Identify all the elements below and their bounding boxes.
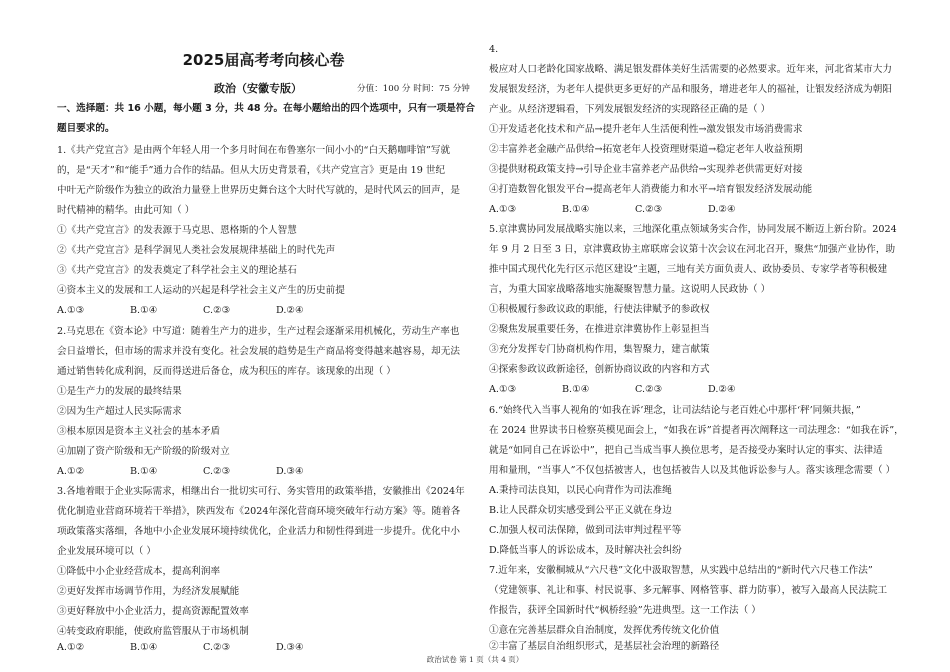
q3-stem-line: 优化制造业营商环境若干举措》，陕西发布《2024年深化营商环境突破年行动方案》等。随着各 <box>57 506 461 517</box>
q4-stem-line: 极应对人口老龄化国家战略、满足银发群体美好生活需要的必然要求。近年来，河北省某市大力 <box>489 64 892 75</box>
q6-option-c[interactable]: C.加强人权司法保障，做到司法审判过程平等 <box>489 525 682 536</box>
q2-options <box>57 466 349 478</box>
q1-option-a[interactable]: A.①③ <box>57 305 85 316</box>
section-heading: 一、选择题：共 16 小题，每小题 3 分，共 48 分。在每小题给出的四个选项中，只有一项是符合 <box>57 103 475 114</box>
q2-item: ④加剧了资产阶级和无产阶级的阶级对立 <box>57 446 230 457</box>
q3-option-d[interactable]: D.③④ <box>276 642 304 653</box>
q1-item: ③《共产党宣言》的发表奠定了科学社会主义的理论基石 <box>57 265 297 276</box>
score-info: 分值：100 分 时间：75 分钟 <box>357 84 470 94</box>
q2-stem-line: 会日益增长，但市场的需求并没有变化。社会发展的趋势是生产商品将变得越来越容易，却无法 <box>57 346 460 357</box>
q1-option-c[interactable]: C.②③ <box>203 305 231 316</box>
q6-stem-line: 就是“如同自己在诉讼中”，把自己当成当事人换位思考，是否接受办案时认定的事实、法律适 <box>489 445 883 456</box>
q6-stem-line: 用和量刑，“当事人”不仅包括被害人，也包括被告人以及其他诉讼参与人。落实该理念需要（ ） <box>489 465 896 476</box>
q4-option-d[interactable]: D.②④ <box>708 204 736 215</box>
q7-item: ①意在完善基层群众自治制度，发挥优秀传统文化价值 <box>489 625 720 636</box>
q1-option-b[interactable]: B.①④ <box>130 305 158 316</box>
q3-option-a[interactable]: A.①② <box>57 642 85 653</box>
q5-option-b[interactable]: B.①④ <box>562 384 590 395</box>
q2-stem-line: 通过销售转化成利润，反而得送进后备仓，成为积压的库存。该现象的出现（ ） <box>57 366 396 377</box>
q3-option-c[interactable]: C.②③ <box>203 642 231 653</box>
q6-option-b[interactable]: B.让人民群众切实感受到公平正义就在身边 <box>489 505 672 516</box>
q1-stem-line: 的，是“天才”和“能手”通力合作的结晶。但从大历史背景看，《共产党宣言》更是由 19 世纪 <box>57 165 446 176</box>
q4-options <box>489 204 781 216</box>
q3-stem-line: 企业发展环境可以（ ） <box>57 546 156 557</box>
q5-stem-line: 年 9 月 2 日至 3 日，京津冀政协主席联席会议第十次会议在河北召开，聚焦“加强产业协作，助 <box>489 244 896 255</box>
exam-title: 2025届高考考向核心卷 <box>182 51 345 69</box>
q5-option-a[interactable]: A.①③ <box>489 384 517 395</box>
q6-option-d[interactable]: D.降低当事人的诉讼成本，及时解决社会纠纷 <box>489 545 682 556</box>
q3-options <box>57 642 349 654</box>
q4-item: ④打造数智化银发平台→提高老年人消费能力和水平→培育银发经济发展动能 <box>489 184 813 195</box>
subject-title: 政治（安徽专版） <box>214 82 302 95</box>
q2-option-b[interactable]: B.①④ <box>130 466 158 477</box>
q2-item: ③根本原因是资本主义社会的基本矛盾 <box>57 426 221 437</box>
q4-option-c[interactable]: C.②③ <box>635 204 663 215</box>
q3-item: ②更好发挥市场调节作用，为经济发展赋能 <box>57 586 240 597</box>
q5-stem-line: 言，为重大国家战略落地实施凝聚智慧力量。这说明人民政协（ ） <box>489 284 771 295</box>
q1-stem-line: 时代精神的精华。由此可知（ ） <box>57 205 195 216</box>
q3-item: ①降低中小企业经营成本，提高利润率 <box>57 566 221 577</box>
q1-item: ①《共产党宣言》的发表源于马克思、恩格斯的个人智慧 <box>57 225 297 236</box>
q4-item: ①开发适老化技术和产品→提升老年人生活便利性→激发银发市场消费需求 <box>489 124 803 135</box>
q1-item: ④资本主义的发展和工人运动的兴起是科学社会主义产生的历史前提 <box>57 285 345 296</box>
q5-stem-line: 5.京津冀协同发展战略实施以来，三地深化重点领域务实合作，协同发展不断迈上新台阶。2024 <box>489 224 897 235</box>
q2-stem-line: 2.马克思在《资本论》中写道：随着生产力的进步，生产过程会逐渐采用机械化，劳动生产率也 <box>57 326 460 337</box>
q3-option-b[interactable]: B.①④ <box>130 642 158 653</box>
q3-item: ④转变政府职能，使政府监管服从于市场机制 <box>57 626 249 637</box>
q4-number: 4. <box>489 44 499 55</box>
section-heading-cont: 题目要求的。 <box>57 123 115 134</box>
page-footer: 政治试卷 第 1 页（共 4 页） <box>426 655 524 664</box>
q4-option-a[interactable]: A.①③ <box>489 204 517 215</box>
q6-stem-line: 在 2024 世界读书日检察英模见面会上，“如我在诉”首提者再次阐释这一司法理念：“如我在诉”， <box>489 425 904 436</box>
q2-option-d[interactable]: D.③④ <box>276 466 304 477</box>
q1-option-d[interactable]: D.②④ <box>276 305 304 316</box>
q7-stem-line: 7.近年来，安徽桐城从“六尺巷”文化中汲取智慧，从实践中总结出的“新时代六尺巷工作法” <box>489 565 873 576</box>
q1-options <box>57 305 349 317</box>
q7-stem-line: （党建领事、礼让和事、村民说事、多元解事、网格管事、群力防事），被写入最高人民法院工 <box>489 585 888 596</box>
q5-item: ③充分发挥专门协商机构作用，集智聚力，建言献策 <box>489 344 710 355</box>
q1-stem-line: 中叶无产阶级作为独立的政治力量登上世界历史舞台这个大时代写就的，是时代风云的回声，是 <box>57 185 460 196</box>
q2-option-a[interactable]: A.①② <box>57 466 85 477</box>
q2-item: ①是生产力的发展的最终结果 <box>57 386 182 397</box>
q4-stem-line: 发展银发经济，为老年人提供更多更好的产品和服务，增进老年人的福祉，让银发经济成为朝阳 <box>489 84 892 95</box>
q5-stem-line: 推中国式现代化先行区示范区建设”主题，三地有关方面负责人、政协委员、专家学者等积极建 <box>489 264 888 275</box>
q5-item: ①积极履行参政议政的职能，行使法律赋予的参政权 <box>489 304 710 315</box>
q3-stem-line: 3.各地着眼于企业实际需求，相继出台一批切实可行、务实管用的政策举措，安徽推出《2024年 <box>57 486 465 497</box>
q7-stem-line: 作报告，获评全国新时代“枫桥经验”先进典型。这一工作法（ ） <box>489 605 761 616</box>
q4-option-b[interactable]: B.①④ <box>562 204 590 215</box>
q4-item: ②丰富养老金融产品供给→拓宽老年人投资理财渠道→稳定老年人收益预期 <box>489 144 803 155</box>
q5-item: ②聚焦发展重要任务，在推进京津冀协作上彰显担当 <box>489 324 710 335</box>
q6-option-a[interactable]: A.秉持司法良知，以民心向背作为司法准绳 <box>489 485 672 496</box>
q1-stem-line: 1.《共产党宣言》是由两个年轻人用一个多月时间在布鲁塞尔一间小小的“白天鹅咖啡馆”写就 <box>57 145 451 156</box>
q5-option-c[interactable]: C.②③ <box>635 384 663 395</box>
q6-stem-line: 6.“始终代入当事人视角的‘如我在诉’理念，让司法结论与老百姓心中那杆‘秤’同频共振，” <box>489 405 861 416</box>
q3-item: ③更好释放中小企业活力，提高资源配置效率 <box>57 606 249 617</box>
q2-item: ②因为生产超过人民实际需求 <box>57 406 182 417</box>
q5-option-d[interactable]: D.②④ <box>708 384 736 395</box>
q3-stem-line: 项政策落实落细，各地中小企业发展环境持续优化，企业活力和韧性得到进一步提升。优化中小 <box>57 526 460 537</box>
q4-item: ③提供财税政策支持→引导企业丰富养老产品供给→实现养老供需更好对接 <box>489 164 803 175</box>
q4-stem-line: 产业。从经济逻辑看，下列发展银发经济的实现路径正确的是（ ） <box>489 104 771 115</box>
q7-item: ②丰富了基层自治组织形式，是基层社会治理的新路径 <box>489 641 720 652</box>
q5-options <box>489 384 781 396</box>
q1-item: ②《共产党宣言》是科学洞见人类社会发展规律基础上的时代先声 <box>57 245 336 256</box>
q2-option-c[interactable]: C.②③ <box>203 466 231 477</box>
q5-item: ④探索参政议政新途径，创新协商议政的内容和方式 <box>489 364 710 375</box>
